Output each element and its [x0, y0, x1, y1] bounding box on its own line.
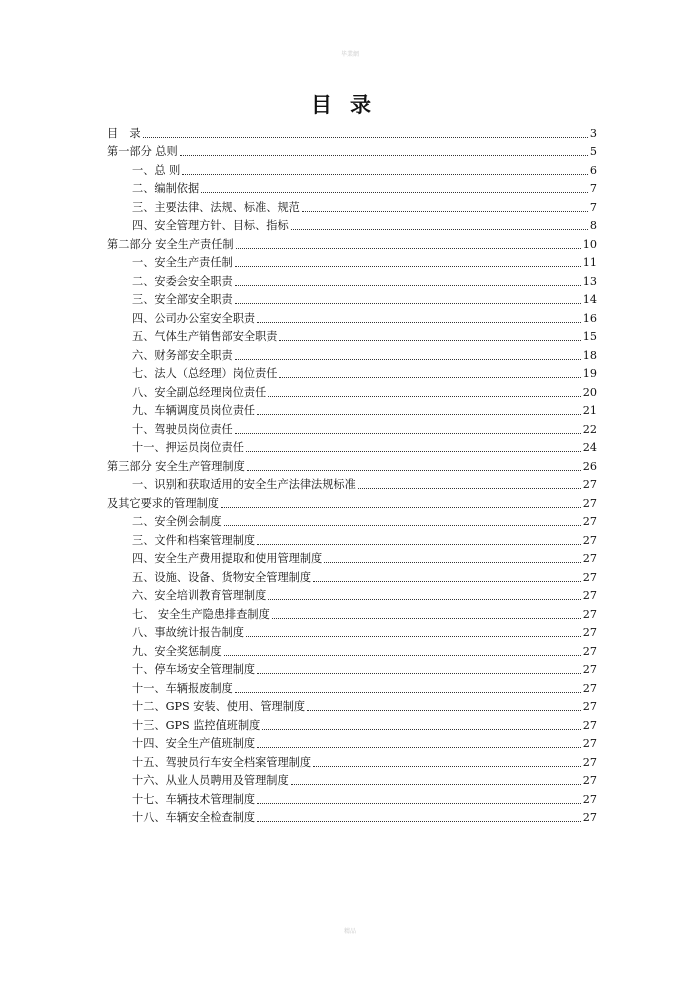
toc-entry-page: 27	[582, 570, 597, 584]
toc-leader-dots	[246, 635, 581, 637]
toc-entry-page: 27	[582, 755, 597, 769]
toc-entry[interactable]	[107, 640, 597, 659]
toc-entry-label: 十一、车辆报废制度	[132, 681, 233, 695]
toc-entry-label: 十六、从业人员聘用及管理制度	[132, 774, 289, 787]
toc-entry[interactable]	[107, 511, 597, 530]
toc-leader-dots	[257, 413, 581, 415]
toc-entry-label: 七、法人（总经理）岗位责任	[132, 367, 278, 380]
toc-entry-label: 十八、车辆安全检查制度	[132, 811, 256, 824]
toc-entry-label: 第二部分 安全生产责任制	[107, 237, 234, 251]
toc-entry[interactable]	[107, 714, 597, 733]
toc-entry[interactable]	[107, 659, 597, 678]
toc-entry-page: 7	[589, 200, 597, 214]
toc-entry-label: 五、设施、设备、货物安全管理制度	[132, 570, 312, 584]
toc-entry-label: 十三、GPS 监控值班制度	[132, 718, 261, 732]
toc-entry[interactable]	[107, 696, 597, 715]
toc-entry-page: 27	[582, 700, 597, 713]
toc-entry-page: 16	[582, 311, 597, 325]
toc-entry-page: 27	[582, 774, 597, 787]
toc-leader-dots	[235, 302, 581, 304]
toc-entry-label: 三、安全部安全职责	[132, 293, 233, 306]
toc-entry-page: 14	[582, 293, 597, 306]
toc-entry-page: 20	[582, 385, 597, 399]
toc-entry[interactable]	[107, 381, 597, 400]
toc-entry[interactable]	[107, 270, 597, 289]
toc-entry-page: 27	[582, 589, 597, 602]
toc-leader-dots	[182, 173, 588, 175]
toc-entry-label: 二、编制依据	[132, 182, 200, 195]
toc-entry-page: 7	[589, 182, 597, 195]
toc-entry[interactable]	[107, 474, 597, 493]
toc-entry-page: 27	[582, 681, 597, 695]
toc-leader-dots	[257, 672, 581, 674]
toc-leader-dots	[307, 709, 581, 711]
page-title: 目录	[311, 93, 389, 117]
toc-entry[interactable]	[107, 215, 597, 234]
toc-entry-label: 三、主要法律、法规、标准、规范	[132, 200, 300, 214]
toc-leader-dots	[235, 432, 581, 434]
toc-entry[interactable]	[107, 622, 597, 641]
toc-leader-dots	[302, 210, 588, 212]
toc-entry-page: 27	[582, 515, 597, 528]
toc-entry-page: 27	[582, 533, 597, 547]
toc-leader-dots	[313, 765, 581, 767]
toc-leader-dots	[268, 395, 580, 397]
toc-leader-dots	[268, 598, 580, 600]
toc-entry-page: 22	[582, 422, 597, 436]
toc-entry[interactable]	[107, 677, 597, 696]
toc-entry-label: 十、驾驶员岗位责任	[132, 422, 233, 436]
toc-entry[interactable]	[107, 529, 597, 548]
toc-entry-page: 27	[582, 478, 597, 491]
toc-entry-page: 27	[582, 607, 597, 621]
toc-entry-label: 五、气体生产销售部安全职责	[132, 330, 278, 343]
toc-leader-dots	[246, 450, 581, 452]
toc-entry-label: 八、事故统计报告制度	[132, 626, 244, 639]
toc-entry[interactable]	[107, 733, 597, 752]
toc-entry-page: 10	[582, 237, 597, 251]
toc-entry-label: 八、安全副总经理岗位责任	[132, 385, 267, 399]
toc-entry-label: 七、 安全生产隐患排查制度	[132, 607, 270, 621]
table-of-contents	[107, 122, 597, 825]
toc-leader-dots	[201, 191, 588, 193]
toc-leader-dots	[221, 506, 581, 508]
toc-entry[interactable]	[107, 603, 597, 622]
toc-leader-dots	[279, 339, 580, 341]
toc-leader-dots	[291, 783, 581, 785]
toc-leader-dots	[324, 561, 581, 563]
toc-leader-dots	[235, 284, 581, 286]
toc-entry[interactable]	[107, 437, 597, 456]
toc-leader-dots	[143, 136, 588, 138]
toc-entry-page: 27	[582, 663, 597, 676]
toc-entry[interactable]	[107, 196, 597, 215]
toc-entry-label: 十七、车辆技术管理制度	[132, 792, 256, 806]
toc-entry[interactable]	[107, 178, 597, 197]
toc-entry-label: 一、安全生产责任制	[132, 256, 233, 269]
toc-entry-page: 27	[582, 644, 597, 658]
toc-entry[interactable]	[107, 492, 597, 511]
toc-entry-label: 十一、押运员岗位责任	[132, 441, 244, 454]
toc-entry-page: 26	[582, 459, 597, 473]
toc-entry[interactable]	[107, 159, 597, 178]
toc-entry[interactable]	[107, 363, 597, 382]
toc-entry-label: 三、文件和档案管理制度	[132, 533, 256, 547]
toc-entry-page: 27	[582, 718, 597, 732]
toc-entry-label: 二、安全例会制度	[132, 515, 222, 528]
toc-entry[interactable]	[107, 455, 597, 474]
toc-entry-page: 3	[589, 126, 597, 140]
toc-leader-dots	[224, 524, 581, 526]
toc-entry-page: 21	[582, 404, 597, 417]
toc-leader-dots	[279, 376, 580, 378]
toc-entry-label: 四、公司办公室安全职责	[132, 311, 256, 325]
toc-entry[interactable]	[107, 566, 597, 585]
toc-entry[interactable]	[107, 122, 597, 141]
toc-entry-label: 九、安全奖惩制度	[132, 644, 222, 658]
toc-leader-dots	[236, 247, 581, 249]
toc-entry[interactable]	[107, 788, 597, 807]
toc-entry-page: 6	[589, 163, 597, 177]
toc-entry-page: 27	[582, 737, 597, 750]
toc-entry-label: 二、安委会安全职责	[132, 274, 233, 288]
toc-leader-dots	[224, 654, 581, 656]
toc-entry-page: 19	[582, 367, 597, 380]
toc-entry-label: 六、财务部安全职责	[132, 348, 233, 362]
toc-entry[interactable]	[107, 344, 597, 363]
toc-leader-dots	[235, 691, 581, 693]
toc-entry-page: 27	[582, 792, 597, 806]
toc-leader-dots	[313, 580, 581, 582]
toc-leader-dots	[272, 617, 581, 619]
toc-entry[interactable]	[107, 326, 597, 345]
toc-leader-dots	[247, 469, 581, 471]
toc-entry[interactable]	[107, 418, 597, 437]
toc-entry[interactable]	[107, 307, 597, 326]
toc-entry-page: 5	[589, 145, 597, 158]
toc-entry[interactable]	[107, 548, 597, 567]
toc-entry-page: 13	[582, 274, 597, 288]
toc-entry-label: 目 录	[107, 126, 141, 140]
toc-leader-dots	[257, 321, 581, 323]
toc-entry[interactable]	[107, 289, 597, 308]
toc-entry-label: 十二、GPS 安装、使用、管理制度	[132, 700, 306, 713]
toc-entry[interactable]	[107, 141, 597, 160]
toc-leader-dots	[262, 728, 580, 730]
toc-entry-label: 第三部分 安全生产管理制度	[107, 459, 245, 473]
toc-entry[interactable]	[107, 770, 597, 789]
toc-entry-label: 六、安全培训教育管理制度	[132, 589, 267, 602]
toc-entry-label: 十、停车场安全管理制度	[132, 663, 256, 676]
toc-entry[interactable]	[107, 751, 597, 770]
toc-entry[interactable]	[107, 400, 597, 419]
toc-leader-dots	[235, 265, 581, 267]
toc-leader-dots	[291, 228, 588, 230]
toc-entry-label: 一、识别和获取适用的安全生产法律法规标准	[132, 478, 356, 491]
toc-entry[interactable]	[107, 807, 597, 826]
watermark-top: 毕業網	[340, 51, 359, 58]
toc-entry-page: 15	[582, 330, 597, 343]
toc-leader-dots	[257, 820, 581, 822]
toc-entry-page: 27	[582, 496, 597, 510]
toc-entry-page: 11	[582, 256, 597, 269]
toc-leader-dots	[257, 543, 581, 545]
toc-leader-dots	[235, 358, 581, 360]
toc-entry-label: 第一部分 总则	[107, 145, 178, 158]
toc-entry-page: 8	[589, 219, 597, 232]
toc-entry-page: 18	[582, 348, 597, 362]
toc-entry-label: 及其它要求的管理制度	[107, 496, 219, 510]
toc-entry-label: 四、安全管理方针、目标、指标	[132, 219, 289, 232]
toc-entry-page: 24	[582, 441, 597, 454]
toc-entry-page: 27	[582, 626, 597, 639]
toc-entry-label: 九、车辆调度员岗位责任	[132, 404, 256, 417]
toc-leader-dots	[257, 802, 581, 804]
toc-leader-dots	[180, 154, 588, 156]
toc-leader-dots	[257, 746, 581, 748]
toc-entry-label: 一、总 则	[132, 163, 181, 177]
toc-entry[interactable]	[107, 252, 597, 271]
toc-entry-page: 27	[582, 552, 597, 565]
toc-entry[interactable]	[107, 585, 597, 604]
toc-entry-page: 27	[582, 811, 597, 824]
toc-entry-label: 十五、驾驶员行车安全档案管理制度	[132, 755, 312, 769]
toc-entry[interactable]	[107, 233, 597, 252]
toc-leader-dots	[358, 487, 581, 489]
toc-entry-label: 十四、安全生产值班制度	[132, 737, 256, 750]
watermark-bottom: 精品	[343, 928, 356, 935]
toc-entry-label: 四、安全生产费用提取和使用管理制度	[132, 552, 323, 565]
